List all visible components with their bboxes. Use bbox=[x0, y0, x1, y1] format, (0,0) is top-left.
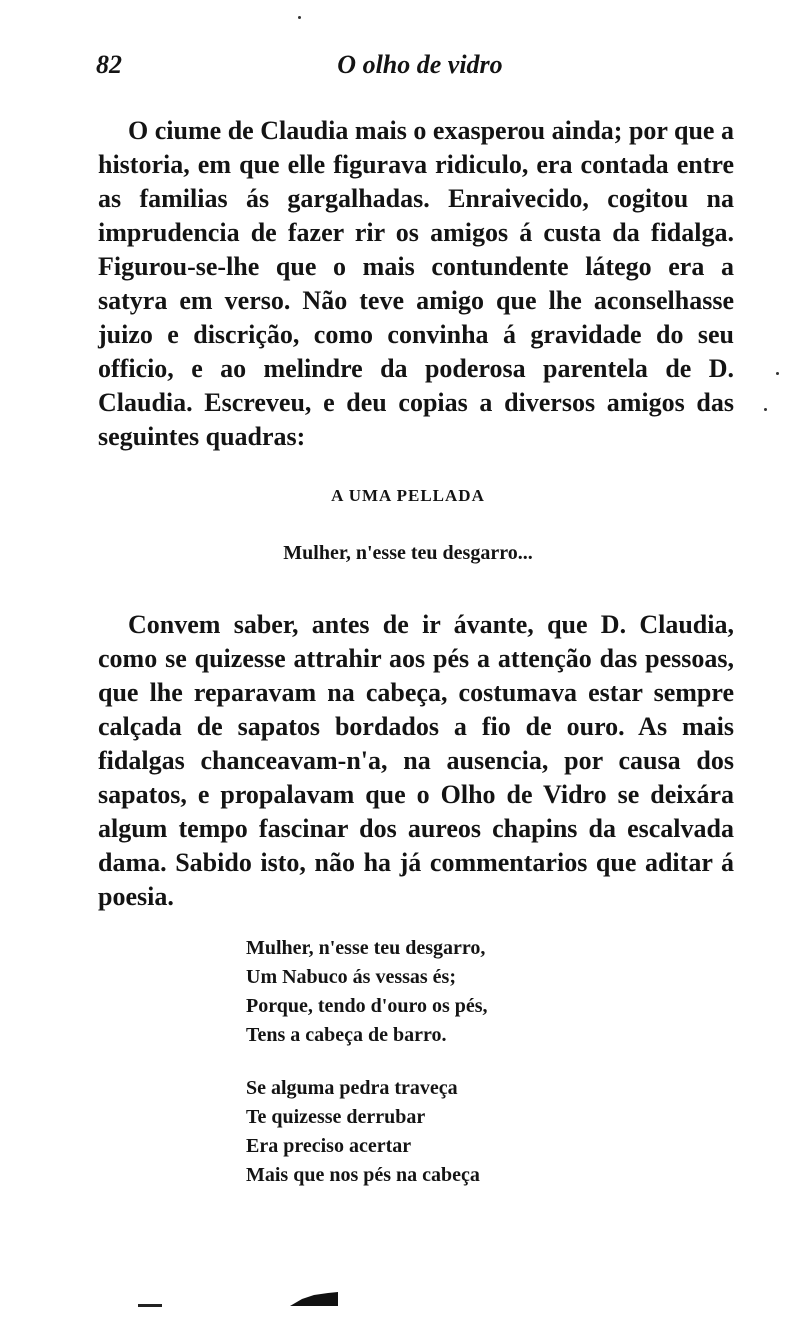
scan-speck bbox=[298, 16, 301, 19]
poem-verse: Porque, tendo d'ouro os pés, bbox=[246, 995, 488, 1017]
poem-verse: Mulher, n'esse teu desgarro, bbox=[246, 937, 486, 959]
poem-verse: Tens a cabeça de barro. bbox=[246, 1024, 447, 1046]
poem-opening-quote: Mulher, n'esse teu desgarro... bbox=[283, 542, 533, 564]
poem-verse: Um Nabuco ás vessas és; bbox=[246, 966, 456, 988]
poem-verse: Te quizesse derrubar bbox=[246, 1106, 426, 1128]
ink-smudge bbox=[288, 1290, 340, 1308]
page-header bbox=[0, 50, 800, 86]
poem-verse: Era preciso acertar bbox=[246, 1135, 412, 1157]
poem-verse: Mais que nos pés na cabeça bbox=[246, 1164, 480, 1186]
poem-verse: Se alguma pedra traveça bbox=[246, 1077, 458, 1099]
scan-mark bbox=[138, 1304, 162, 1307]
body-paragraph: O ciume de Claudia mais o exasperou ainda; por que a historia, em que elle figurava ridiculo, era contada entre as familias ás gargalhadas. Enraivecido, cogitou na imprudencia de fazer rir os amigos á custa da fidalga. Figurou-se-lhe que o mais contundente látego era a satyra em verso. Não teve amigo que lhe aconselhasse juizo e discrição, como convinha á gravidade do seu officio, e ao melindre da poderosa parentela de D. Claudia. Escreveu, e deu copias a diversos amigos das seguintes quadras: bbox=[98, 116, 734, 451]
poem-stanza bbox=[246, 934, 488, 1050]
page-number: 82 bbox=[96, 50, 122, 79]
running-title: O olho de vidro bbox=[337, 50, 503, 79]
poem-stanza bbox=[246, 1074, 480, 1190]
body-paragraph: Convem saber, antes de ir ávante, que D. Claudia, como se quizesse attrahir aos pés a attenção das pessoas, que lhe reparavam na cabeça, costumava estar sempre calçada de sapatos bordados a fio de ouro. As mais fidalgas chanceavam-n'a, na ausencia, por causa dos sapatos, e propalavam que o Olho de Vidro se deixára algum tempo fascinar dos aureos chapins da escalvada dama. Sabido isto, não ha já commentarios que aditar á poesia. bbox=[98, 610, 734, 911]
poem-title: A UMA PELLADA bbox=[331, 486, 485, 505]
scan-speck bbox=[776, 372, 779, 375]
scan-speck bbox=[764, 408, 767, 411]
